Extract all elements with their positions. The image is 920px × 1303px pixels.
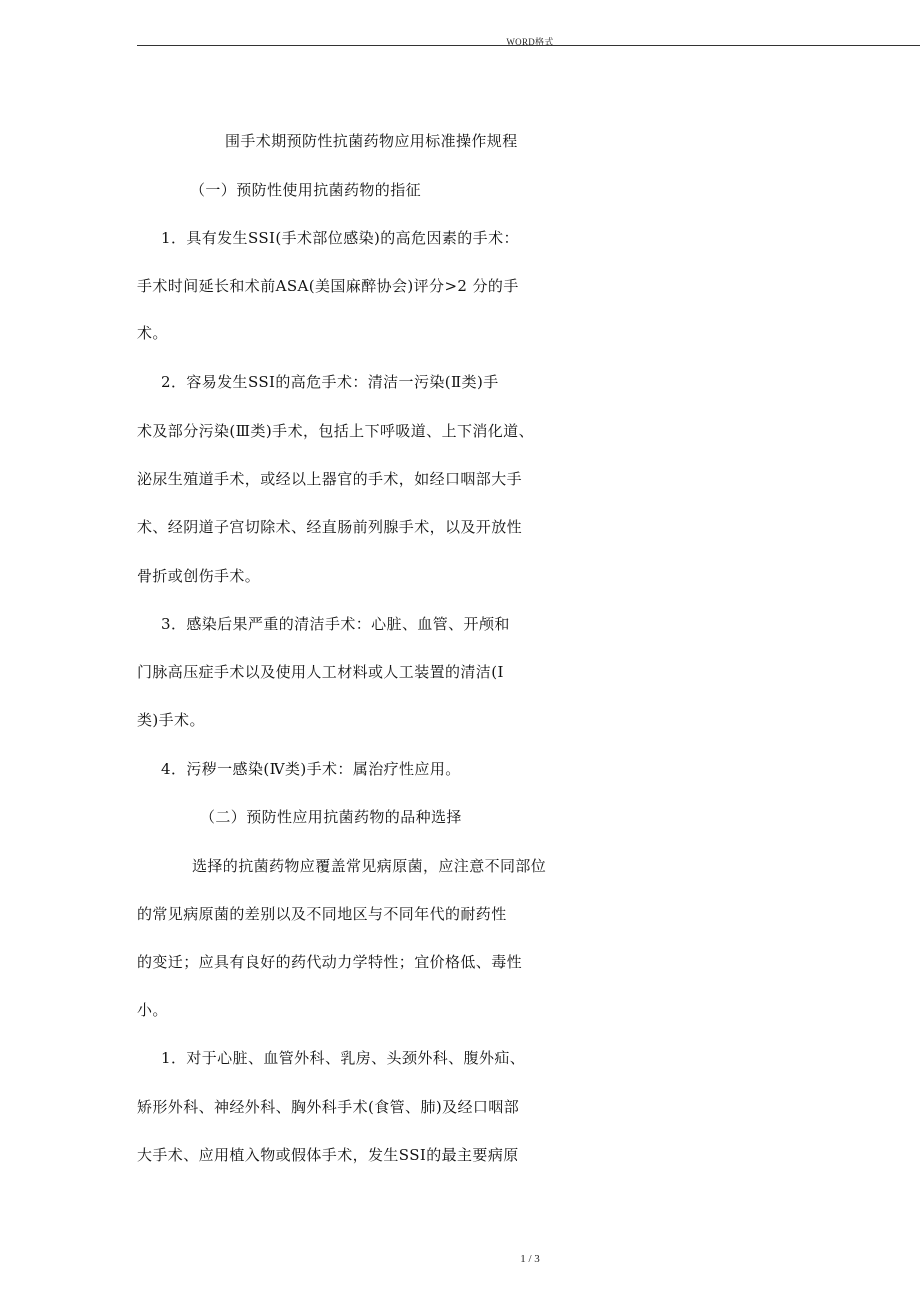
paragraph-line: 小。 [137,1001,168,1019]
section-heading-indications: （一）预防性使用抗菌药物的指征 [190,181,422,199]
page-number: 1 / 3 [520,1253,540,1265]
paragraph-line: 术及部分污染(Ⅲ类)手术，包括上下呼吸道、上下消化道、 [137,422,534,440]
paragraph-line: 手术时间延长和术前ASA(美国麻醉协会)评分>2 分的手 [137,277,519,295]
paragraph-line: 4．污秽一感染(Ⅳ类)手术：属治疗性应用。 [161,760,461,778]
paragraph-line: 类)手术。 [137,711,205,729]
paragraph-line: 骨折或创伤手术。 [137,567,261,585]
paragraph-line: 选择的抗菌药物应覆盖常见病原菌，应注意不同部位 [192,857,547,875]
document-title: 围手术期预防性抗菌药物应用标准操作规程 [225,132,518,150]
paragraph-line: 大手术、应用植入物或假体手术，发生SSI的最主要病原 [137,1146,519,1164]
paragraph-line: 门脉高压症手术以及使用人工材料或人工装置的清洁(Ⅰ [137,663,504,681]
paragraph-line: 的变迁；应具有良好的药代动力学特性；宜价格低、毒性 [137,953,523,971]
section-heading-selection: （二）预防性应用抗菌药物的品种选择 [200,808,462,826]
page-header-label: WORD格式 [506,37,554,47]
header-divider [137,45,920,46]
paragraph-line: 2．容易发生SSI的高危手术：清洁一污染(Ⅱ类)手 [161,373,499,391]
paragraph-line: 的常见病原菌的差别以及不同地区与不同年代的耐药性 [137,905,507,923]
paragraph-line: 术。 [137,324,168,342]
paragraph-line: 1．具有发生SSI(手术部位感染)的高危因素的手术： [161,229,519,247]
paragraph-line: 3．感染后果严重的清洁手术：心脏、血管、开颅和 [161,615,510,633]
paragraph-line: 术、经阴道子宫切除术、经直肠前列腺手术，以及开放性 [137,518,523,536]
paragraph-line: 1．对于心脏、血管外科、乳房、头颈外科、腹外疝、 [161,1049,526,1067]
paragraph-line: 矫形外科、神经外科、胸外科手术(食管、肺)及经口咽部 [137,1098,520,1116]
paragraph-line: 泌尿生殖道手术，或经以上器官的手术，如经口咽部大手 [137,470,523,488]
